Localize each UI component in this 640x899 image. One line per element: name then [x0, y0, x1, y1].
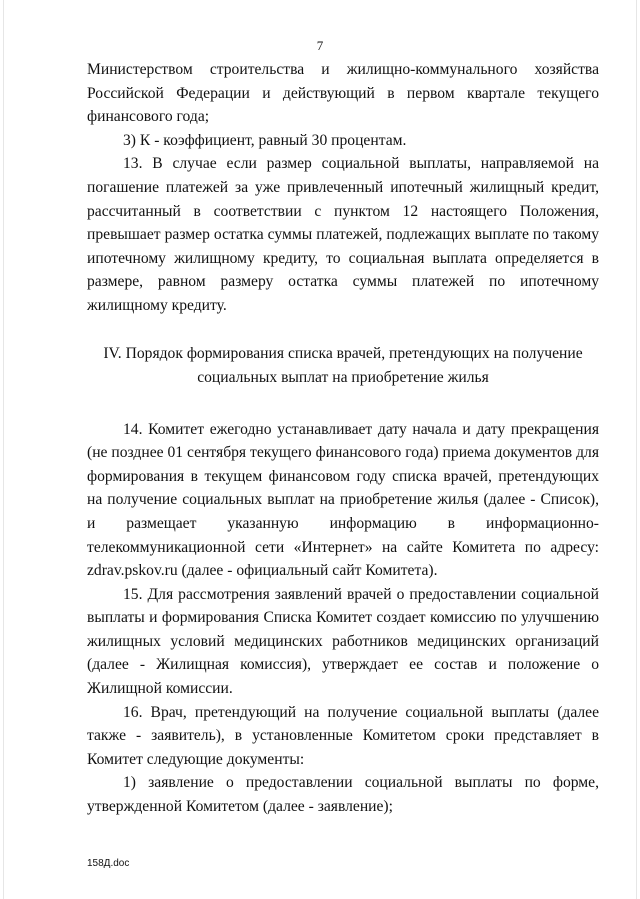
- bottom-paragraphs: [87, 418, 599, 819]
- paragraph-13: 13. В случае если размер социальной выплаты, направляемой на погашение платежей за уже привлеченный ипотечный жилищный кредит, рассчитанный в соответствии с пунктом 12 настоящего Положения, превышает размер остатка суммы платежей, подлежащих выплате по такому ипотечному жилищному кредиту, то социальная выплата определяется в размере, равном размеру остатка суммы платежей по ипотечному жилищному кредиту.: [87, 155, 599, 314]
- paragraph-16-item-1: 1) заявление о предоставлении социальной выплаты по форме, утвержденной Комитетом (далее - заявление);: [87, 774, 599, 816]
- paragraph-15: 15. Для рассмотрения заявлений врачей о предоставлении социальной выплаты и формирования Списка Комитет создает комиссию по улучшению жилищных условий медицинских работников медицинских организаций (далее - Жилищная комиссия), утверждает ее состав и положение о Жилищной комиссии.: [87, 585, 599, 698]
- section-heading-line-2: социальных выплат на приобретение жилья: [197, 368, 489, 386]
- scan-left-edge: [3, 0, 4, 899]
- footer-filename: 158Д.doc: [87, 858, 130, 869]
- paragraph-16: 16. Врач, претендующий на получение социальной выплаты (далее также - заявитель), в установленные Комитетом сроки представляет в Комитет следующие документы:: [87, 703, 599, 768]
- paragraph-14: 14. Комитет ежегодно устанавливает дату начала и дату прекращения (не позднее 01 сентября текущего финансового года) приема документов для формирования в текущем финансовом году списка врачей, претендующих на получение социальных выплат на приобретение жилья (далее - Список), и размещает указанную информацию в информационно-телекоммуникационной сети «Интернет» на сайте Комитета по адресу: zdrav.pskov.ru (далее - официальный сайт Комитета).: [87, 420, 599, 580]
- scan-right-edge: [636, 0, 637, 899]
- page-number: 7: [316, 38, 324, 53]
- section-heading: [87, 342, 599, 390]
- paragraph-item-3: 3) К - коэффициент, равный 30 процентам.: [123, 131, 407, 149]
- paragraph-continuation: Министерством строительства и жилищно-коммунального хозяйства Российской Федерации и действующий в первом квартале текущего финансового года;: [87, 61, 599, 126]
- top-paragraphs: [87, 58, 599, 318]
- document-body: [87, 58, 599, 819]
- section-heading-line-1: IV. Порядок формирования списка врачей, претендующих на получение: [103, 344, 583, 362]
